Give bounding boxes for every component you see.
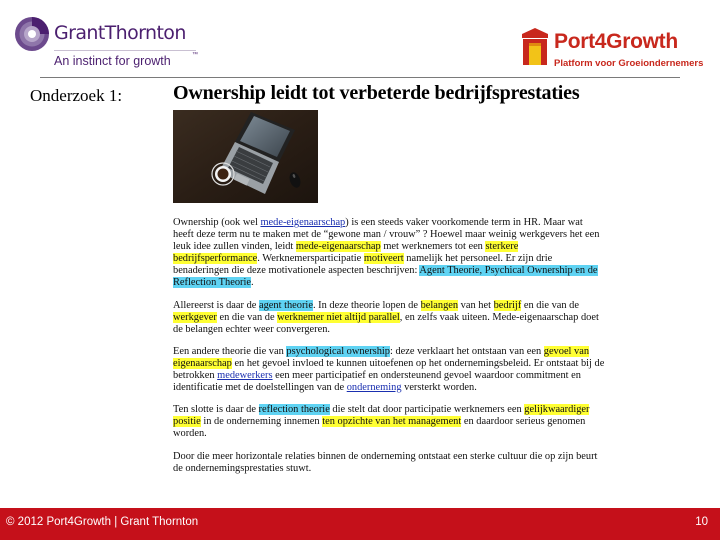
highlight-sterkere-bedrijfsperformance: sterkere bedrijfsperformance <box>173 241 519 265</box>
page-number: 10 <box>695 516 708 528</box>
paragraph-conclusion: Door die meer horizontale relaties binnen de onderneming ontstaat een sterke cultuur die op zijn beurt de ondernemingsprestaties stuwt. <box>173 450 598 474</box>
paragraph-reflection-theory: Ten slotte is daar de reflection theorie die stelt dat door participatie werknemers een gelijkwaardiger positie in de onderneming innemen ten opzichte van het management en daardoor serieus genomen worden. <box>173 404 590 440</box>
highlight-reflection-theorie: reflection theorie <box>258 404 330 416</box>
article-title: Ownership leidt tot verbeterde bedrijfsprestaties <box>173 82 580 104</box>
laptop-coffee-photo <box>173 110 318 203</box>
grant-thornton-tagline: An instinct for growth <box>54 54 171 68</box>
link-onderneming[interactable]: onderneming <box>346 382 402 394</box>
slide-label: Onderzoek 1: <box>30 86 123 105</box>
port4growth-tagline: Platform voor Groeiondernemers <box>554 58 704 69</box>
copyright-text: © 2012 Port4Growth | Grant Thornton <box>6 516 199 528</box>
grant-thornton-logo <box>14 14 198 72</box>
paragraph-intro: Ownership (ook wel mede-eigenaarschap) is een steeds vaker voorkomende term in HR. Maar wat heeft deze term nu te maken met de “gewone man / vrouw” ? Hoewel maar weinig werkgevers het een leuk idee zullen vinden, leidt mede-eigenaarschap met werknemers tot een sterkere bedrijfsperformance. Werknemersparticipatie motiveert namelijk het personeel. Er zijn drie benaderingen die deze motivationele aspecten beschrijven: Agent Theorie, Psychical Ownership en de Reflection Theorie. <box>173 217 600 289</box>
highlight-mede-eigenaarschap: mede-eigenaarschap <box>295 241 381 253</box>
highlight-management: ten opzichte van het management <box>322 416 462 428</box>
link-mede-eigenaarschap[interactable]: mede-eigenaarschap <box>260 217 346 228</box>
highlight-agent-theorie: agent theorie <box>258 299 313 311</box>
trademark-symbol: ™ <box>192 52 198 58</box>
port-gate-icon <box>520 26 550 66</box>
highlight-psychological-ownership: psychological ownership <box>286 345 390 357</box>
highlight-three-theories: Agent Theorie, Psychical Ownership en de Reflection Theorie <box>173 265 598 289</box>
highlight-werkgever: werkgever <box>173 311 217 323</box>
highlight-belangen: belangen <box>420 299 459 311</box>
logo-divider <box>54 50 196 51</box>
header-divider <box>40 77 680 78</box>
link-medewerkers[interactable]: medewerkers <box>217 370 273 382</box>
highlight-bedrijf: bedrijf <box>493 299 522 311</box>
highlight-werknemer: werknemer niet altijd parallel <box>277 311 400 323</box>
grant-thornton-wordmark: GrantThornton <box>54 22 186 44</box>
grant-thornton-mark-icon <box>14 16 50 52</box>
highlight-gevoel-van-eigenaarschap: gevoel van eigenaarschap <box>173 345 590 369</box>
article-body <box>173 217 605 485</box>
paragraph-psychological-ownership: Een andere theorie die van psychological ownership: deze verklaart het ontstaan van een gevoel van eigenaarschap en het gevoel invloed te kunnen uitoefenen op het ondernemingsbeleid. Er ontstaat bij de betrokken medewerkers een meer participatief en ondersteunend gevoel waardoor commitment en identificatie met de doelstellingen van de onderneming versterkt worden. <box>173 345 605 394</box>
paragraph-agent-theory: Allereerst is daar de agent theorie. In deze theorie lopen de belangen van het bedrijf en die van de werkgever en die van de werknemer niet altijd parallel, en zelfs vaak uiteen. Mede-eigenaarschap doet de belangen echter weer convergeren. <box>173 299 599 335</box>
port4growth-wordmark: Port4Growth <box>554 30 678 53</box>
highlight-motiveert: motiveert <box>363 253 404 265</box>
footer-bar <box>0 508 720 540</box>
port4growth-logo <box>520 26 704 74</box>
highlight-gelijkwaardiger-positie: gelijkwaardiger positie <box>173 404 590 428</box>
